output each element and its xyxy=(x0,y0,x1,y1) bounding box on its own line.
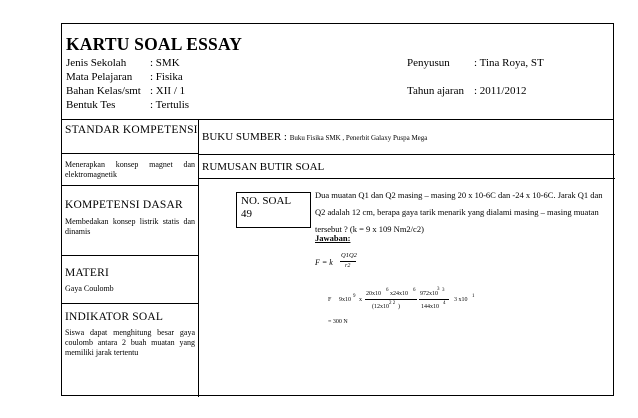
formula-k-value: 9x10 xyxy=(339,297,351,303)
test-type-row xyxy=(66,98,189,112)
author-row xyxy=(407,56,544,70)
kompetensi-dasar-cell xyxy=(62,186,198,256)
formula-q1-exponent: 6 xyxy=(386,288,389,293)
buku-sumber xyxy=(202,130,427,145)
materi-text: Gaya Coulomb xyxy=(65,284,114,293)
class-value: : XII / 1 xyxy=(150,85,186,97)
buku-sumber-label: BUKU SUMBER : xyxy=(202,131,287,143)
school-year-label: Tahun ajaran xyxy=(407,85,464,97)
standar-kompetensi-heading-cell xyxy=(62,120,198,154)
rumusan-divider xyxy=(198,178,615,179)
formula-r-denominator: (12x10 xyxy=(372,304,389,310)
formula-result-exponent: 1 xyxy=(472,294,475,299)
formula-times: x xyxy=(359,297,362,303)
formula-numerator: Q1Q2 xyxy=(341,252,357,259)
school-year-value: : 2011/2012 xyxy=(474,85,527,97)
formula-final-answer: = 300 N xyxy=(328,319,348,325)
question-text: Dua muatan Q1 dan Q2 masing – masing 20 x 10-6C dan -24 x 10-6C. Jarak Q1 dan Q2 adalah 12 cm, berapa gaya tarik menarik yang dialami masing – masing muatan tersebut ? (k = 9 x 109 Nm2/c2) xyxy=(315,190,603,234)
formula-product: 972x10 xyxy=(420,291,438,297)
indikator-soal-heading: INDIKATOR SOAL xyxy=(65,311,164,323)
no-soal-value: 49 xyxy=(241,208,252,220)
column-divider xyxy=(198,120,199,397)
formula-product-minus: 3 xyxy=(437,287,440,292)
test-type-label: Bentuk Tes xyxy=(66,99,116,111)
subject-value: : Fisika xyxy=(150,71,183,83)
standar-kompetensi-heading: STANDAR KOMPETENSI xyxy=(65,124,198,136)
no-soal-label: NO. SOAL xyxy=(241,195,292,207)
formula-r-squared-exponent: 4 xyxy=(443,301,446,306)
school-year-row xyxy=(407,84,526,98)
materi-heading: MATERI xyxy=(65,267,110,279)
formula-q1: 20x10 xyxy=(366,291,381,297)
indikator-soal-cell xyxy=(62,304,198,397)
formula-q2: x24x10 xyxy=(390,291,408,297)
buku-sumber-value: Buku Fisika SMK , Penerbit Galaxy Puspa Mega xyxy=(289,134,428,142)
materi-cell xyxy=(62,256,198,304)
card-header xyxy=(62,24,613,120)
author-value: : Tina Roya, ST xyxy=(474,57,544,69)
class-row xyxy=(66,84,185,98)
formula-q2-exponent: 6 xyxy=(413,288,416,293)
subject-label: Mata Pelajaran xyxy=(66,71,133,83)
formula-F: F xyxy=(328,297,332,303)
formula-r-close: ) xyxy=(398,304,400,310)
standar-kompetensi-text-cell xyxy=(62,154,198,186)
formula-r-squared: 144x10 xyxy=(421,304,439,310)
formula-result: 3 x10 xyxy=(454,297,468,303)
kompetensi-dasar-text: Membedakan konsep listrik statis dan dinamis xyxy=(65,217,195,236)
formula-r-exponent: 2 2 xyxy=(389,301,396,306)
jawaban-label: Jawaban: xyxy=(315,233,351,243)
school-type-label: Jenis Sekolah xyxy=(66,57,127,69)
formula-lhs: F = k xyxy=(315,258,333,267)
indikator-soal-text: Siswa dapat menghitung besar gaya coulomb antara 2 buah muatan yang memiliki jarak tertentu xyxy=(65,328,195,357)
formula-fraction-bar xyxy=(340,261,356,262)
no-soal-box xyxy=(236,192,311,228)
formula-product-exponent: 3 xyxy=(442,288,445,293)
author-label: Penyusun xyxy=(407,57,450,69)
test-type-value: : Tertulis xyxy=(150,99,190,111)
subject-row xyxy=(66,70,183,84)
buku-divider xyxy=(198,154,615,155)
question-card xyxy=(61,23,614,396)
school-type-value: : SMK xyxy=(150,57,180,69)
rumusan-heading: RUMUSAN BUTIR SOAL xyxy=(202,161,325,173)
kompetensi-dasar-heading: KOMPETENSI DASAR xyxy=(65,199,183,211)
formula-k-exponent: 9 xyxy=(353,294,356,299)
card-title: KARTU SOAL ESSAY xyxy=(66,34,243,54)
standar-kompetensi-text: Menerapkan konsep magnet dan elektromagnetik xyxy=(65,160,195,179)
school-type-row xyxy=(66,56,180,70)
class-label: Bahan Kelas/smt xyxy=(66,85,141,97)
formula-denominator: r2 xyxy=(345,263,351,269)
